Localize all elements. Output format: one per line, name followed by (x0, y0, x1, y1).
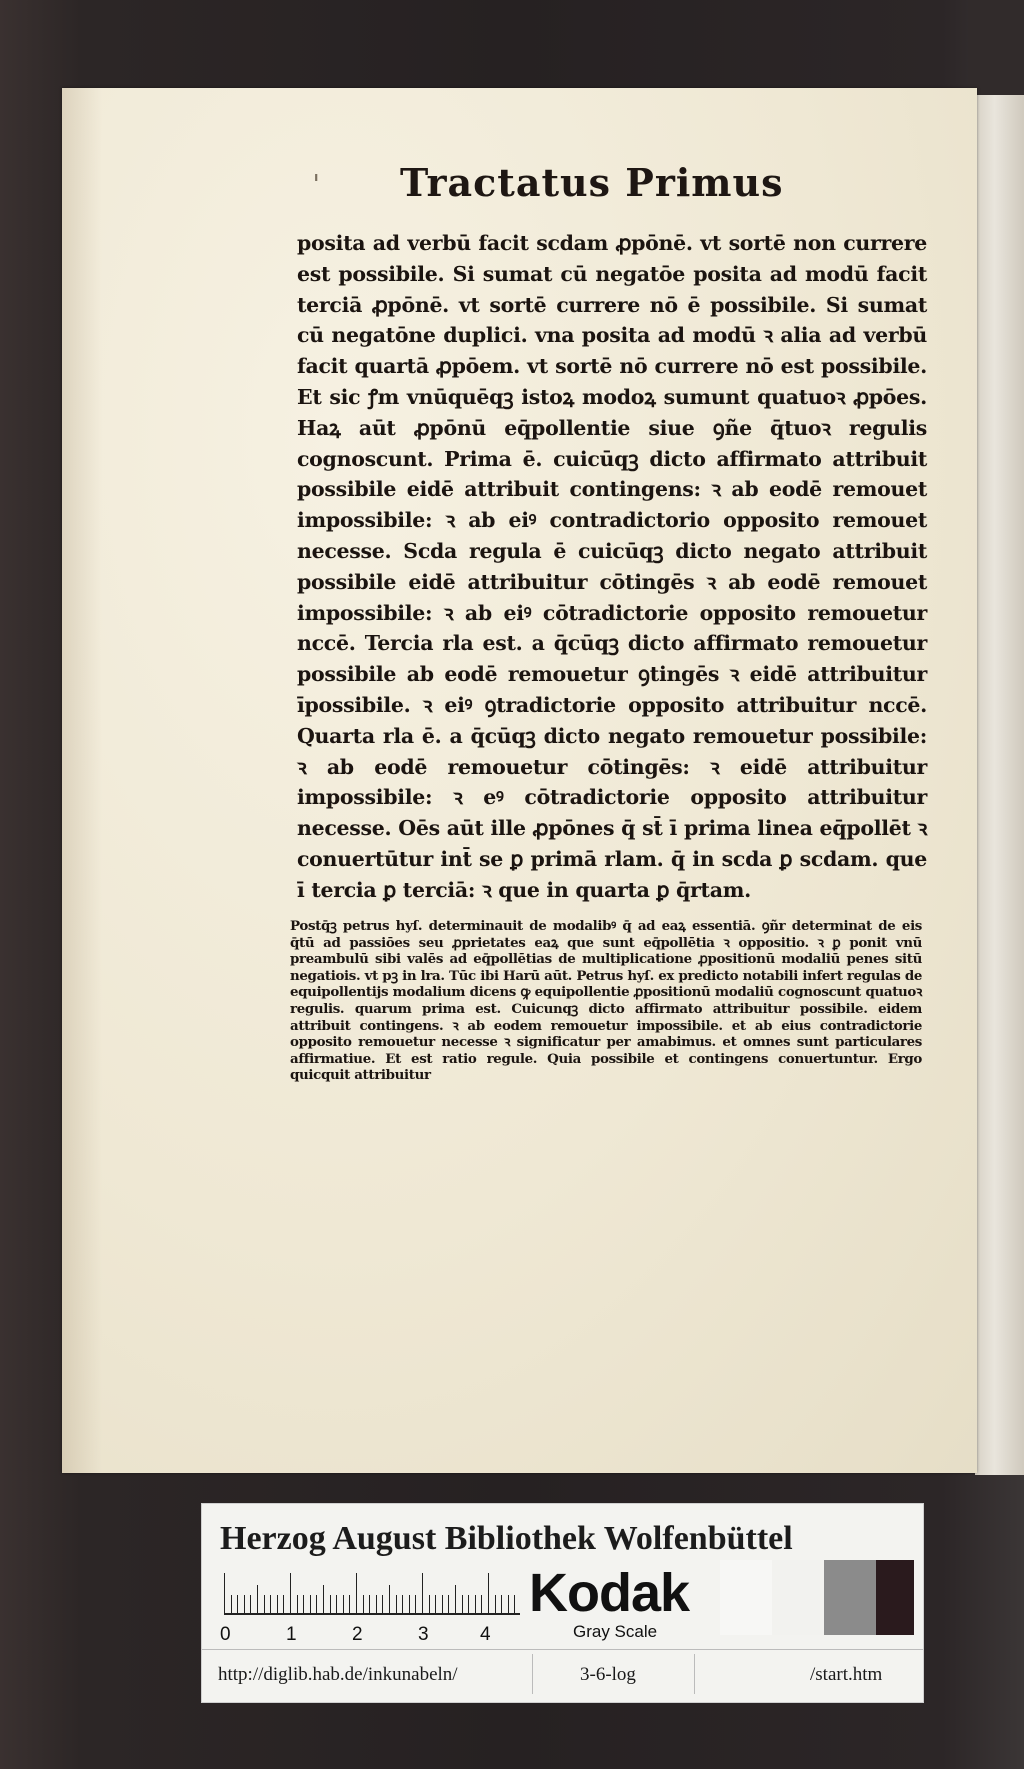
ruler-tick (409, 1595, 410, 1613)
ruler-tick (349, 1595, 350, 1613)
black-patch (876, 1560, 914, 1635)
ruler-tick (369, 1595, 370, 1613)
header-ornament: ˈ (312, 170, 321, 205)
ruler-tick (389, 1585, 390, 1613)
running-header: Tractatus Primus (400, 160, 784, 205)
ruler-tick (264, 1595, 265, 1613)
ruler-tick (382, 1595, 383, 1613)
footer-separator (694, 1654, 695, 1694)
ruler-tick (323, 1585, 324, 1613)
ruler-tick (448, 1595, 449, 1613)
ruler-tick (316, 1595, 317, 1613)
ruler-tick (435, 1595, 436, 1613)
ruler-scale (224, 1571, 520, 1615)
ruler-number: 2 (352, 1624, 363, 1645)
main-text-block (297, 228, 927, 906)
gray-scale-label: Gray Scale (573, 1622, 658, 1641)
ruler-tick (244, 1595, 245, 1613)
ruler-tick (310, 1595, 311, 1613)
ruler-tick (330, 1595, 331, 1613)
ruler-tick (297, 1595, 298, 1613)
ruler-tick (270, 1595, 271, 1613)
kodak-logo: Kodak (529, 1563, 690, 1623)
ruler-number: 1 (286, 1624, 297, 1645)
ruler-tick (343, 1595, 344, 1613)
url-left: http://diglib.hab.de/inkunabeln/ (218, 1664, 458, 1685)
url-right: /start.htm (810, 1664, 883, 1685)
ruler-tick (455, 1585, 456, 1613)
next-page-edge (975, 95, 1024, 1475)
ruler-tick (231, 1595, 232, 1613)
ruler-tick (514, 1595, 515, 1613)
ruler-number: 3 (418, 1624, 429, 1645)
color-target-card (201, 1503, 924, 1703)
ruler-tick (290, 1573, 291, 1613)
ruler-tick (277, 1595, 278, 1613)
ruler-tick (488, 1573, 489, 1613)
ruler-tick (283, 1595, 284, 1613)
ruler-tick (224, 1573, 225, 1613)
ruler-tick (468, 1595, 469, 1613)
ruler-tick (508, 1595, 509, 1613)
ruler-tick (475, 1595, 476, 1613)
ruler-number: 0 (220, 1624, 231, 1645)
ruler-tick (237, 1595, 238, 1613)
identifier: 3-6-log (580, 1664, 636, 1685)
ruler-tick (415, 1595, 416, 1613)
ruler-tick (336, 1595, 337, 1613)
ruler-tick (495, 1595, 496, 1613)
ruler-tick (376, 1595, 377, 1613)
card-divider (202, 1649, 923, 1650)
commentary-block (290, 918, 922, 1084)
footer-separator (532, 1654, 533, 1694)
ruler-tick (462, 1595, 463, 1613)
light-patch (772, 1560, 824, 1635)
commentary-paragraph: Postq̄ꝫ petrus hyſ. determinauit de modalibꝰ q̄ ad eaꝝ essentiā. ꝯñr determinat de eis q̄tū ad passiōes seu ꝓprietates eaꝝ que sunt eq̄pollētia ꝛ oppositio. ꝛ ꝑ ponit vnū preambulū sibi valēs ad eq̄pollētias de multiplicatione ꝓpositionū modaliū penes sitū negatiois. vt pꝫ in lra. Tūc ibi Harū aūt. Petrus hyſ. ex predicto notabili infert regulas de equipollentijs modalium dicens ꝙ equipollentie ꝓpositionū modaliū cognoscunt quatuoꝛ regulis. quarum prima est. Cuicunqꝫ dicto affirmato attribuitur possibile. eidem attribuit contingens. ꝛ ab eodem remouetur impossibile. et ab eius contradictorie opposito remouetur necesse ꝛ significatur per amabimus. et omnes sunt particulares affirmatiue. Et est ratio regule. Quia possibile et contingens conuertuntur. Ergo quicquit attribuitur (290, 918, 922, 1084)
gray-patch (824, 1560, 876, 1635)
ruler-tick (429, 1595, 430, 1613)
page-gutter-shadow (62, 88, 102, 1473)
ruler-tick (442, 1595, 443, 1613)
ruler-tick (422, 1573, 423, 1613)
scan-edge-dark (968, 0, 1024, 95)
ruler-tick (501, 1595, 502, 1613)
ruler-tick (257, 1585, 258, 1613)
ruler-tick (363, 1595, 364, 1613)
ruler-tick (396, 1595, 397, 1613)
ruler-number: 4 (480, 1624, 491, 1645)
ruler-tick (402, 1595, 403, 1613)
ruler-tick (303, 1595, 304, 1613)
ruler-tick (481, 1595, 482, 1613)
white-patch (720, 1560, 772, 1635)
main-paragraph: posita ad verbū facit scdam ꝓpōnē. vt sortē non currere est possibile. Si sumat cū negatōe posita ad modū facit terciā ꝓpōnē. vt sortē currere nō ē possibile. Si sumat cū negatōne duplici. vna posita ad modū ꝛ alia ad verbū facit quartā ꝓpōem. vt sortē nō currere nō est possibile. Et sic ꝭm vnūquēqꝫ istoꝝ modoꝝ sumunt quatuoꝛ ꝓpōes. Haꝝ aūt ꝓpōnū eq̄pollentie siue ꝯñe q̄tuoꝛ regulis cognoscunt. Prima ē. cuicūqꝫ dicto affirmato attribuit possibile eidē attribuit contingens: ꝛ ab eodē remouet impossibile: ꝛ ab eiꝰ contradictorio opposito remouet necesse. Scda regula ē cuicūqꝫ dicto negato attribuit possibile eidē attribuitur cōtingēs ꝛ ab eodē remouet impossibile: ꝛ ab eiꝰ cōtradictorie opposito remouetur nccē. Tercia rla est. a q̄cūqꝫ dicto affirmato remouetur possibile ab eodē remouetur ꝯtingēs ꝛ eidē attribuitur īpossibile. ꝛ eiꝰ ꝯtradictorie opposito attribuitur nccē. Quarta rla ē. a q̄cūqꝫ dicto negato remouetur possibile: ꝛ ab eodē remouetur cōtingēs: ꝛ eidē attribuitur impossibile: ꝛ eꝰ cōtradictorie opposito attribuitur necesse. Oēs aūt ille ꝓpōnes q̄ st̄ ī prima linea eq̄pollēt ꝛ conuertūtur int̄ se ꝑ primā rlam. q̄ in scda ꝑ scdam. que ī tercia ꝑ terciā: ꝛ que in quarta ꝑ q̄rtam. (297, 231, 927, 902)
ruler-tick (250, 1595, 251, 1613)
institution-name: Herzog August Bibliothek Wolfenbüttel (220, 1520, 793, 1557)
ruler-tick (356, 1573, 357, 1613)
